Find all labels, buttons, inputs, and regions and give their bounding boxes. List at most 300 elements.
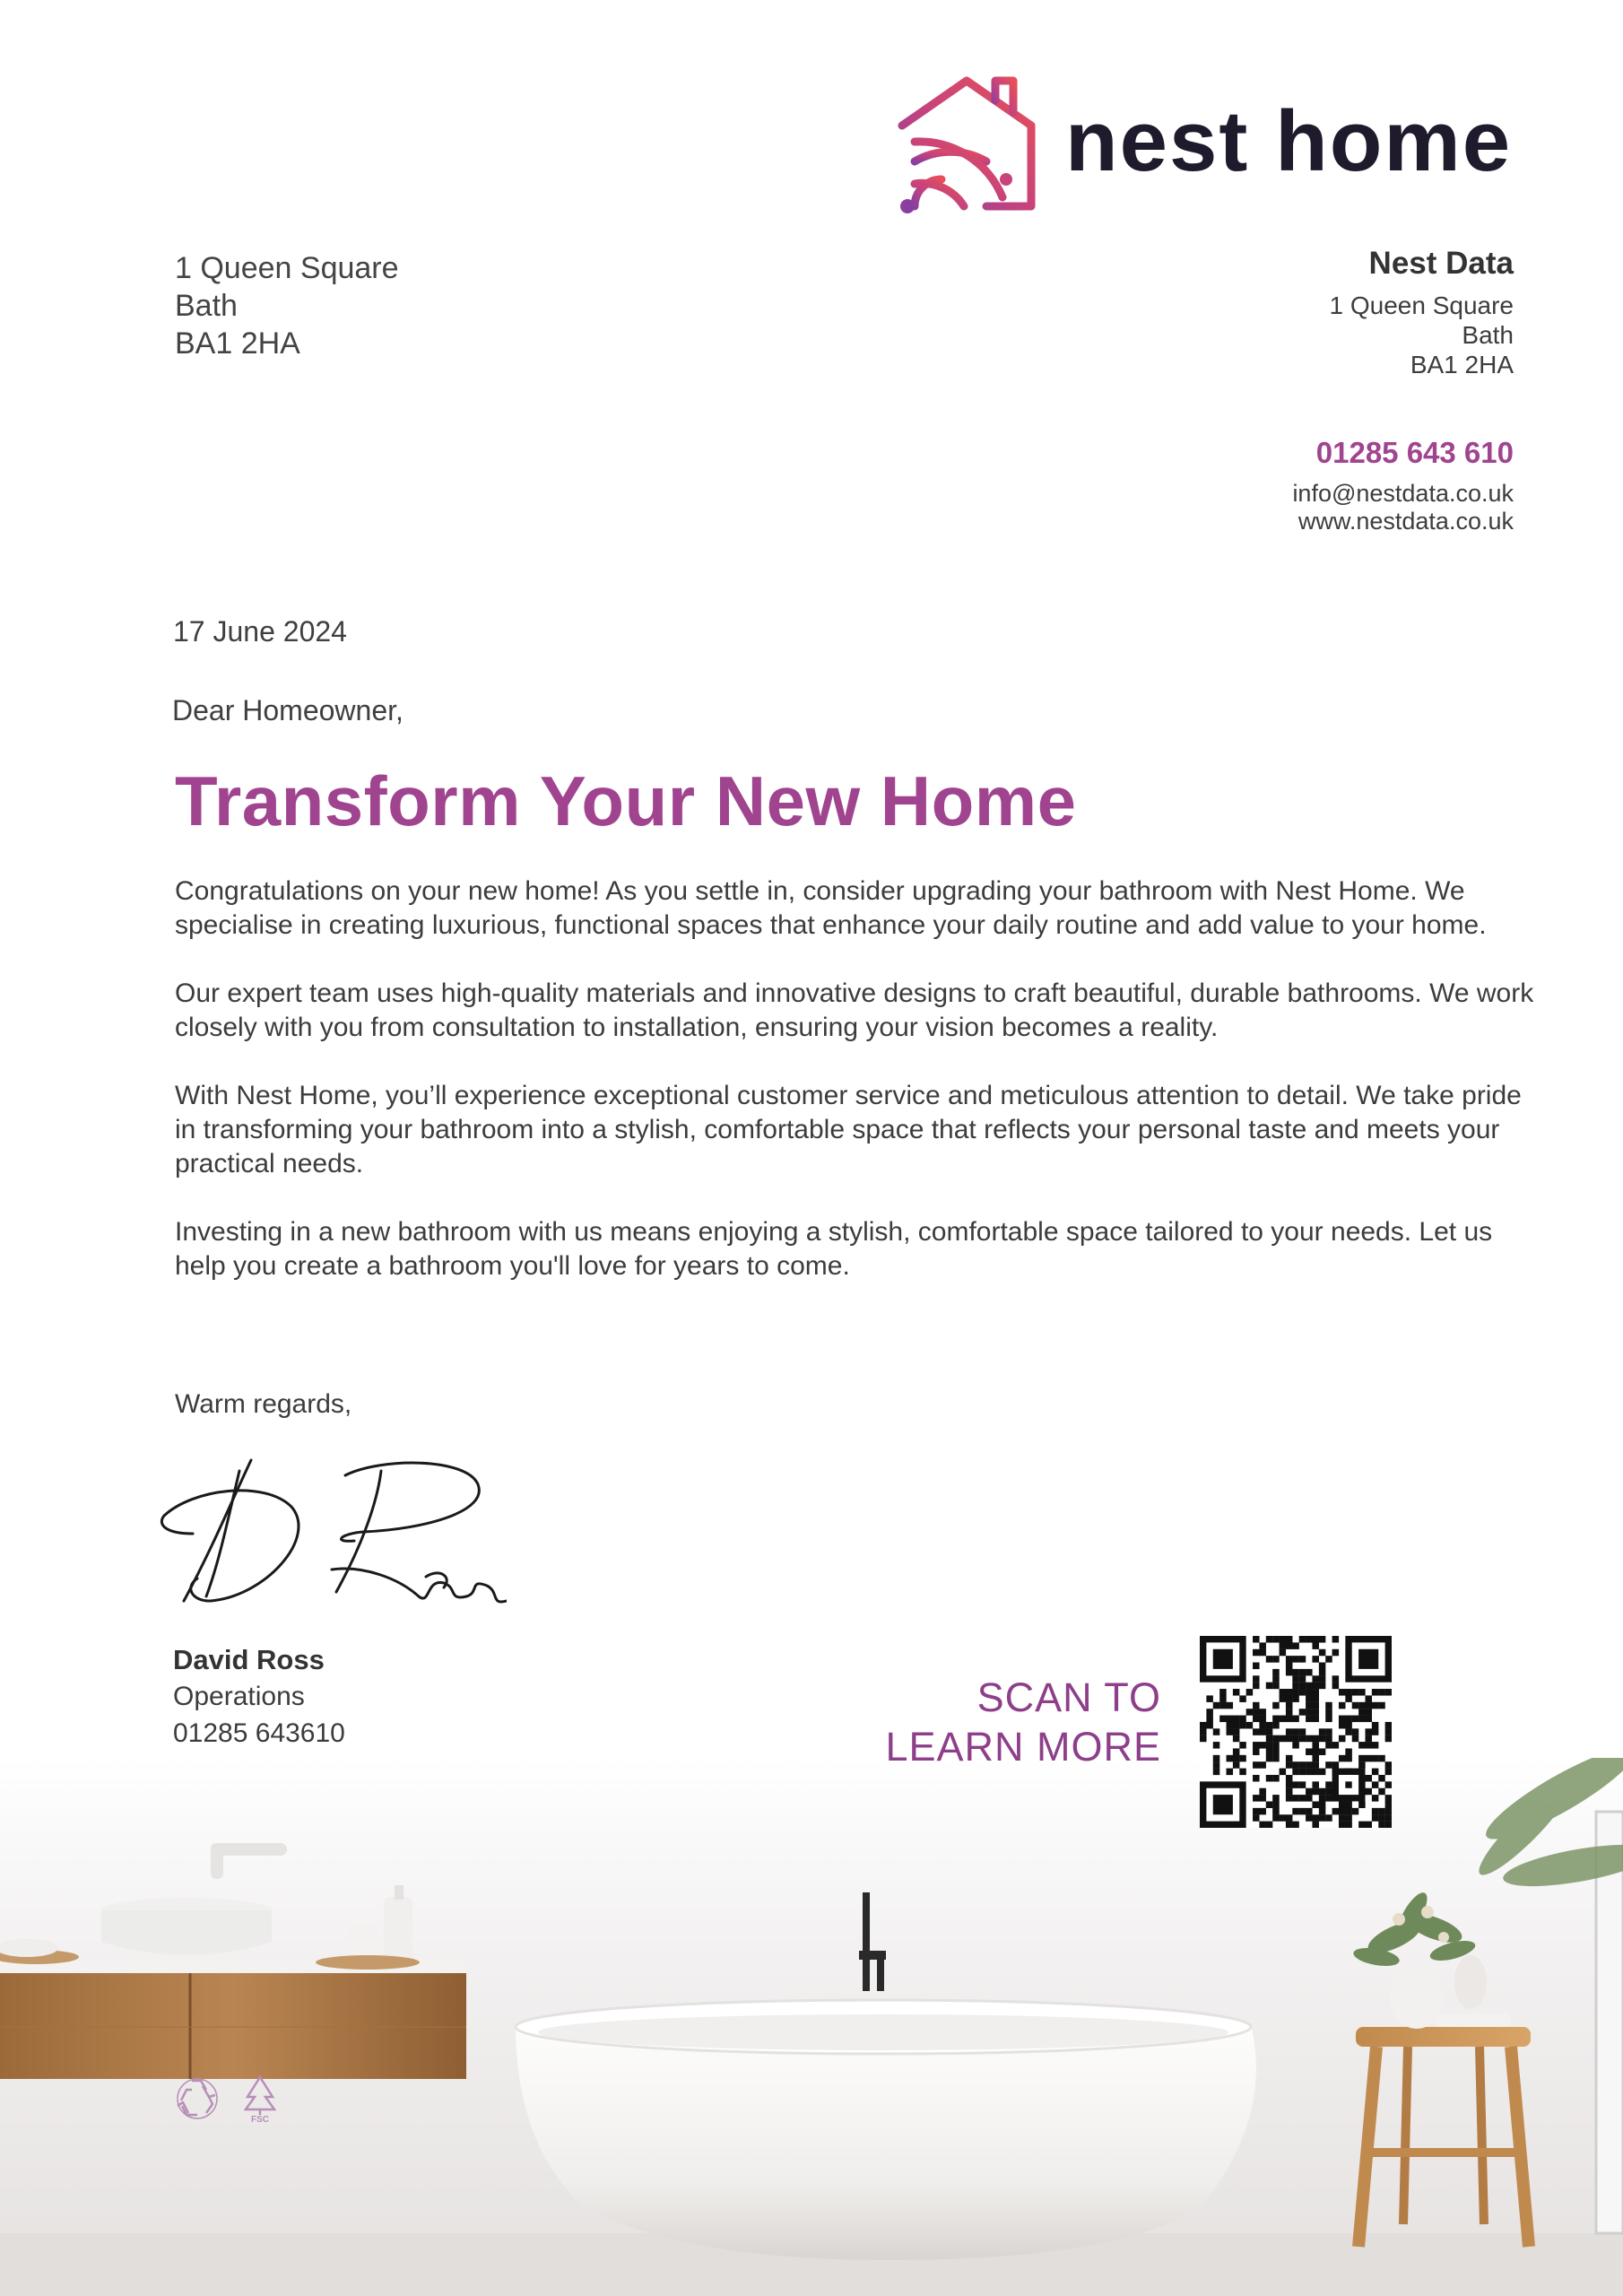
qr-module (1272, 1669, 1280, 1676)
qr-module (1378, 1775, 1385, 1782)
house-wifi-icon (897, 72, 1045, 215)
qr-module (1352, 1735, 1359, 1743)
qr-module (1345, 1748, 1352, 1755)
qr-module (1259, 1722, 1266, 1729)
qr-module (1227, 1702, 1234, 1709)
qr-module (1272, 1636, 1280, 1643)
qr-module (1259, 1649, 1266, 1657)
qr-module (1253, 1808, 1260, 1815)
qr-module (1378, 1822, 1385, 1828)
qr-module (1272, 1722, 1280, 1729)
qr-module (1319, 1795, 1326, 1802)
qr-module (1345, 1814, 1352, 1822)
qr-module (1325, 1742, 1332, 1749)
qr-module (1306, 1735, 1313, 1743)
qr-module (1372, 1742, 1379, 1749)
qr-module (1312, 1769, 1319, 1776)
company-name: Nest Data (1368, 246, 1514, 281)
company-address (1292, 291, 1514, 379)
qr-module (1372, 1769, 1379, 1776)
qr-module (1272, 1814, 1280, 1822)
qr-module (1266, 1636, 1273, 1643)
qr-module (1286, 1716, 1293, 1723)
qr-module (1365, 1822, 1372, 1828)
qr-module (1385, 1722, 1392, 1729)
qr-module (1312, 1709, 1319, 1716)
qr-module (1253, 1709, 1260, 1716)
qr-module (1200, 1722, 1207, 1729)
qr-module (1378, 1808, 1385, 1815)
qr-module (1339, 1755, 1346, 1762)
qr-module (1325, 1788, 1332, 1796)
qr-module (1259, 1709, 1266, 1716)
qr-module (1358, 1755, 1366, 1762)
qr-module (1286, 1822, 1293, 1828)
qr-module (1312, 1675, 1319, 1683)
scan-cta (885, 1673, 1161, 1771)
address-line: Bath (1462, 321, 1514, 349)
qr-module (1339, 1822, 1346, 1828)
qr-module (1306, 1788, 1313, 1796)
qr-module (1372, 1795, 1379, 1802)
qr-module (1306, 1769, 1313, 1776)
qr-module (1358, 1742, 1366, 1749)
qr-module (1292, 1761, 1299, 1769)
qr-module (1253, 1716, 1260, 1723)
letter-body (175, 874, 1538, 1318)
qr-module (1233, 1722, 1240, 1729)
qr-module (1213, 1728, 1220, 1735)
qr-module (1280, 1814, 1287, 1822)
qr-module (1299, 1795, 1306, 1802)
qr-module (1280, 1695, 1287, 1702)
qr-module (1259, 1761, 1266, 1769)
qr-module (1227, 1716, 1234, 1723)
qr-module (1319, 1788, 1326, 1796)
qr-module (1319, 1748, 1326, 1755)
qr-module (1385, 1761, 1392, 1769)
qr-module (1332, 1675, 1340, 1683)
qr-module (1299, 1728, 1306, 1735)
qr-module (1286, 1728, 1293, 1735)
qr-module (1372, 1781, 1379, 1788)
qr-module (1385, 1808, 1392, 1815)
qr-module (1306, 1716, 1313, 1723)
qr-module (1299, 1656, 1306, 1663)
qr-module (1299, 1636, 1306, 1643)
qr-module (1213, 1761, 1220, 1769)
qr-module (1286, 1755, 1293, 1762)
qr-module (1325, 1709, 1332, 1716)
qr-module (1319, 1683, 1326, 1690)
qr-module (1253, 1795, 1260, 1802)
qr-module (1219, 1716, 1227, 1723)
qr-module (1253, 1742, 1260, 1749)
qr-module (1339, 1689, 1346, 1696)
qr-module (1312, 1735, 1319, 1743)
signer-name: David Ross (173, 1644, 325, 1675)
handwritten-signature (157, 1453, 507, 1610)
qr-module (1292, 1716, 1299, 1723)
qr-module (1325, 1795, 1332, 1802)
qr-module (1312, 1748, 1319, 1755)
qr-module (1365, 1716, 1372, 1723)
qr-module (1227, 1728, 1234, 1735)
qr-module (1272, 1656, 1280, 1663)
qr-module (1213, 1755, 1220, 1762)
qr-module (1325, 1702, 1332, 1709)
qr-module (1299, 1709, 1306, 1716)
qr-module (1332, 1683, 1340, 1690)
qr-module (1358, 1702, 1366, 1709)
company-email: info@nestdata.co.uk (1292, 480, 1514, 507)
qr-module (1319, 1801, 1326, 1808)
qr-module (1206, 1709, 1213, 1716)
qr-module (1266, 1656, 1273, 1663)
qr-module (1286, 1689, 1293, 1696)
qr-module (1227, 1769, 1234, 1776)
qr-module (1345, 1722, 1352, 1729)
qr-module (1292, 1683, 1299, 1690)
qr-module (1272, 1808, 1280, 1815)
qr-module (1345, 1728, 1352, 1735)
qr-module (1385, 1781, 1392, 1788)
letter-heading: Transform Your New Home (175, 761, 1077, 840)
qr-module (1266, 1801, 1273, 1808)
qr-module (1345, 1822, 1352, 1828)
qr-module (1378, 1689, 1385, 1696)
qr-module (1306, 1814, 1313, 1822)
qr-module (1253, 1675, 1260, 1683)
qr-module (1233, 1735, 1240, 1743)
qr-alignment-core (1345, 1781, 1351, 1787)
qr-module (1325, 1735, 1332, 1743)
qr-module (1345, 1755, 1352, 1762)
qr-module (1272, 1716, 1280, 1723)
qr-module (1266, 1748, 1273, 1755)
qr-module (1365, 1742, 1372, 1749)
qr-module (1200, 1735, 1207, 1743)
brand-logo (897, 72, 1542, 224)
qr-module (1365, 1709, 1372, 1716)
qr-module (1292, 1742, 1299, 1749)
letter-paragraph: With Nest Home, you’ll experience exceptional customer service and meticulous attention to detail. We take pride in transforming your bathroom into a stylish, comfortable space that reflects your personal taste and meets your practical needs. (175, 1081, 1522, 1178)
qr-module (1280, 1689, 1287, 1696)
qr-finder-core (1213, 1795, 1233, 1814)
qr-module (1339, 1801, 1346, 1808)
qr-module (1385, 1728, 1392, 1735)
qr-module (1385, 1822, 1392, 1828)
qr-module (1306, 1709, 1313, 1716)
qr-module (1292, 1781, 1299, 1788)
letter-paragraph: Our expert team uses high-quality materials and innovative designs to craft beautiful, durable bathrooms. We work closely with you from consultation to installation, ensuring your vision becomes a reality. (175, 978, 1534, 1042)
qr-module (1233, 1755, 1240, 1762)
qr-module (1306, 1636, 1313, 1643)
qr-module (1259, 1728, 1266, 1735)
qr-module (1239, 1695, 1246, 1702)
qr-module (1280, 1642, 1287, 1649)
qr-module (1378, 1702, 1385, 1709)
recycle-icon (176, 2070, 283, 2124)
qr-module (1358, 1709, 1366, 1716)
qr-module (1319, 1769, 1326, 1776)
qr-module (1200, 1728, 1207, 1735)
qr-module (1312, 1801, 1319, 1808)
qr-module (1372, 1689, 1379, 1696)
qr-module (1259, 1742, 1266, 1749)
qr-module (1358, 1716, 1366, 1723)
qr-module (1319, 1808, 1326, 1815)
qr-module (1286, 1656, 1293, 1663)
qr-module (1325, 1814, 1332, 1822)
qr-module (1292, 1689, 1299, 1696)
qr-module (1286, 1761, 1293, 1769)
qr-module (1332, 1761, 1340, 1769)
qr-module (1239, 1742, 1246, 1749)
qr-module (1292, 1808, 1299, 1815)
qr-module (1292, 1695, 1299, 1702)
qr-module (1272, 1748, 1280, 1755)
qr-module (1345, 1808, 1352, 1815)
qr-module (1299, 1675, 1306, 1683)
qr-module (1280, 1636, 1287, 1643)
qr-module (1312, 1814, 1319, 1822)
qr-module (1312, 1788, 1319, 1796)
qr-module (1365, 1695, 1372, 1702)
qr-module (1319, 1663, 1326, 1670)
qr-module (1319, 1814, 1326, 1822)
qr-module (1292, 1656, 1299, 1663)
signer-phone: 01285 643610 (173, 1718, 345, 1748)
qr-module (1299, 1769, 1306, 1776)
signer-role: Operations (173, 1682, 305, 1711)
address-line: Bath (175, 289, 238, 323)
sender-address (175, 249, 399, 362)
qr-module (1219, 1689, 1227, 1696)
qr-module (1286, 1663, 1293, 1670)
qr-module (1286, 1709, 1293, 1716)
address-line: 1 Queen Square (175, 251, 399, 285)
qr-module (1286, 1781, 1293, 1788)
qr-module (1286, 1775, 1293, 1782)
letter-closing: Warm regards, (175, 1389, 352, 1419)
qr-module (1312, 1702, 1319, 1709)
qr-module (1358, 1689, 1366, 1696)
qr-module (1272, 1675, 1280, 1683)
qr-module (1306, 1689, 1313, 1696)
qr-module (1292, 1769, 1299, 1776)
qr-module (1312, 1642, 1319, 1649)
qr-module (1312, 1822, 1319, 1828)
qr-module (1266, 1822, 1273, 1828)
qr-module (1266, 1728, 1273, 1735)
qr-module (1372, 1755, 1379, 1762)
qr-module (1286, 1814, 1293, 1822)
qr-module (1365, 1702, 1372, 1709)
address-line: BA1 2HA (1410, 351, 1514, 378)
qr-module (1286, 1636, 1293, 1643)
qr-module (1286, 1795, 1293, 1802)
qr-module (1339, 1716, 1346, 1723)
qr-module (1332, 1636, 1340, 1643)
qr-module (1299, 1735, 1306, 1743)
qr-module (1272, 1775, 1280, 1782)
address-line: BA1 2HA (175, 326, 300, 361)
qr-module (1372, 1722, 1379, 1729)
qr-module (1358, 1761, 1366, 1769)
qr-module (1306, 1748, 1313, 1755)
letter-paragraph: Congratulations on your new home! As you settle in, consider upgrading your bathroom with Nest Home. We specialise in creating luxurious, functional spaces that enhance your daily routine and add value to your home. (175, 876, 1487, 940)
qr-module (1385, 1769, 1392, 1776)
qr-module (1239, 1716, 1246, 1723)
qr-module (1378, 1814, 1385, 1822)
qr-module (1292, 1728, 1299, 1735)
qr-module (1253, 1663, 1260, 1670)
qr-module (1259, 1788, 1266, 1796)
qr-module (1292, 1822, 1299, 1828)
qr-module (1378, 1788, 1385, 1796)
qr-module (1280, 1769, 1287, 1776)
qr-module (1286, 1735, 1293, 1743)
qr-module (1266, 1742, 1273, 1749)
qr-module (1385, 1795, 1392, 1802)
scan-cta-line: SCAN TO (976, 1674, 1161, 1720)
qr-module (1219, 1702, 1227, 1709)
qr-module (1227, 1755, 1234, 1762)
qr-module (1227, 1722, 1234, 1729)
qr-module (1345, 1695, 1352, 1702)
qr-module (1372, 1702, 1379, 1709)
qr-module (1372, 1728, 1379, 1735)
letter-date: 17 June 2024 (173, 615, 347, 648)
qr-module (1339, 1735, 1346, 1743)
qr-module (1319, 1636, 1326, 1643)
letter-paragraph: Investing in a new bathroom with us means enjoying a stylish, comfortable space tailored to your needs. Let us help you create a bathroom you'll love for years to come. (175, 1217, 1493, 1281)
qr-module (1352, 1808, 1359, 1815)
qr-module (1345, 1689, 1352, 1696)
qr-module (1352, 1689, 1359, 1696)
qr-module (1272, 1735, 1280, 1743)
qr-module (1312, 1695, 1319, 1702)
qr-module (1266, 1722, 1273, 1729)
qr-module (1266, 1755, 1273, 1762)
qr-module (1253, 1761, 1260, 1769)
qr-module (1358, 1822, 1366, 1828)
qr-module (1246, 1722, 1254, 1729)
qr-module (1253, 1814, 1260, 1822)
qr-module (1233, 1748, 1240, 1755)
qr-module (1325, 1728, 1332, 1735)
qr-module (1332, 1649, 1340, 1657)
qr-module (1292, 1669, 1299, 1676)
qr-module (1372, 1814, 1379, 1822)
qr-module (1233, 1689, 1240, 1696)
qr-module (1213, 1742, 1220, 1749)
qr-module (1312, 1689, 1319, 1696)
qr-module (1233, 1716, 1240, 1723)
qr-module (1306, 1669, 1313, 1676)
qr-module (1352, 1702, 1359, 1709)
qr-module (1246, 1689, 1254, 1696)
qr-module (1253, 1748, 1260, 1755)
qr-module (1280, 1735, 1287, 1743)
qr-module (1219, 1695, 1227, 1702)
qr-module (1239, 1755, 1246, 1762)
qr-module (1319, 1728, 1326, 1735)
qr-module (1345, 1716, 1352, 1723)
qr-module (1259, 1642, 1266, 1649)
qr-module (1312, 1656, 1319, 1663)
qr-module (1312, 1742, 1319, 1749)
qr-module (1378, 1755, 1385, 1762)
qr-module (1233, 1728, 1240, 1735)
qr-module (1292, 1795, 1299, 1802)
qr-module (1319, 1649, 1326, 1657)
qr-module (1385, 1735, 1392, 1743)
qr-module (1292, 1675, 1299, 1683)
address-line: 1 Queen Square (1329, 291, 1514, 319)
qr-module (1272, 1795, 1280, 1802)
qr-module (1345, 1801, 1352, 1808)
qr-module (1299, 1761, 1306, 1769)
qr-module (1266, 1775, 1273, 1782)
qr-module (1372, 1808, 1379, 1815)
qr-module (1312, 1781, 1319, 1788)
qr-module (1299, 1781, 1306, 1788)
qr-module (1385, 1801, 1392, 1808)
qr-module (1213, 1702, 1220, 1709)
qr-module (1332, 1808, 1340, 1815)
qr-finder-core (1213, 1649, 1233, 1669)
qr-module (1339, 1702, 1346, 1709)
qr-module (1280, 1649, 1287, 1657)
qr-module (1306, 1695, 1313, 1702)
qr-module (1286, 1669, 1293, 1676)
qr-code[interactable] (1200, 1636, 1392, 1828)
qr-module (1286, 1642, 1293, 1649)
qr-module (1299, 1683, 1306, 1690)
qr-module (1253, 1702, 1260, 1709)
qr-module (1213, 1769, 1220, 1776)
fsc-label: FSC (251, 2115, 269, 2124)
qr-finder-core (1358, 1649, 1378, 1669)
qr-module (1259, 1795, 1266, 1802)
qr-module (1306, 1795, 1313, 1802)
qr-module (1272, 1683, 1280, 1690)
qr-module (1365, 1735, 1372, 1743)
qr-module (1319, 1675, 1326, 1683)
qr-module (1332, 1742, 1340, 1749)
qr-module (1312, 1755, 1319, 1762)
qr-module (1339, 1814, 1346, 1822)
qr-module (1266, 1735, 1273, 1743)
letter-salutation: Dear Homeowner, (172, 694, 404, 726)
qr-module (1253, 1775, 1260, 1782)
qr-module (1365, 1728, 1372, 1735)
scan-cta-line: LEARN MORE (885, 1724, 1161, 1770)
qr-module (1385, 1689, 1392, 1696)
qr-module (1259, 1716, 1266, 1723)
qr-module (1272, 1755, 1280, 1762)
qr-module (1272, 1702, 1280, 1709)
qr-module (1325, 1781, 1332, 1788)
qr-module (1253, 1649, 1260, 1657)
qr-module (1292, 1735, 1299, 1743)
qr-module (1286, 1702, 1293, 1709)
company-contact-block (1292, 244, 1514, 535)
qr-module (1239, 1722, 1246, 1729)
qr-module (1325, 1761, 1332, 1769)
